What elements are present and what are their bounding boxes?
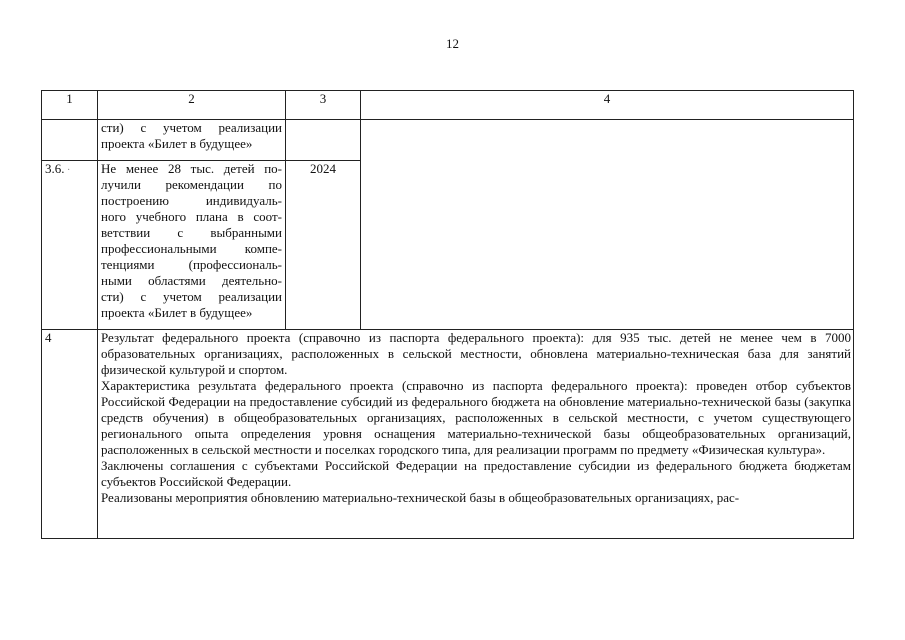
cell-col4-empty (361, 120, 854, 330)
row-number: 3.6. (45, 161, 65, 176)
text-line: сти) с учетом реализации (101, 120, 282, 135)
plan-table (41, 90, 854, 539)
text-line: проекта «Билет в будущее» (101, 305, 253, 320)
cell-number-empty (42, 120, 98, 161)
header-col-2: 2 (98, 91, 286, 120)
agreements-paragraph: Заключены соглашения с субъектами Российской Федерации на предоставление субсидии из федерального бюджета бюджетам субъектов Российской Федерации. (101, 458, 851, 489)
text-line: Не менее 28 тыс. детей по- (101, 161, 282, 176)
text-line: проекта «Билет в будущее» (101, 136, 253, 151)
cell-number (42, 161, 98, 330)
cell-year: 2024 (286, 161, 361, 330)
cell-year-empty (286, 120, 361, 161)
text-line: лучили рекомендации по (101, 177, 282, 192)
header-col-3: 3 (286, 91, 361, 120)
table-row-4 (42, 330, 854, 539)
text-line: ными областями деятельно- (101, 273, 282, 288)
scan-dot-mark: · (64, 165, 71, 176)
text-line: сти) с учетом реализации (101, 289, 282, 304)
table-header-row (42, 91, 854, 120)
text-line: тенциями (профессиональ- (101, 257, 282, 272)
header-col-1: 1 (42, 91, 98, 120)
measures-paragraph: Реализованы мероприятия обновлению материально-технической базы в общеобразовательных организациях, рас- (101, 490, 740, 505)
result-paragraph: Результат федерального проекта (справочно из паспорта федерального проекта): для 935 тыс. детей не менее чем в 7000 образовательных организациях, расположенных в сельской местности, обновлена материально-техническая база для занятий физической культурой и спортом. (101, 330, 851, 377)
characteristic-paragraph: Характеристика результата федерального проекта (справочно из паспорта федерального проекта): проведен отбор субъектов Российской Федерации на предоставление субсидий из федерального бюджета на обновление материально-технической базы (закупка средств обучения) в общеобразовательных организациях, расположенных в сельской местности, с учетом существующего регионального опыта определения уровня оснащения материально-технической базы общеобразовательных организаций, расположенных в сельской местности и поселках городского типа, для реализации программ по предмету «Физическая культура». (101, 378, 851, 457)
cell-description (98, 161, 286, 330)
cell-result-description (98, 330, 854, 539)
text-line: построению индивидуаль- (101, 193, 282, 208)
table-row-continuation (42, 120, 854, 161)
header-col-4: 4 (361, 91, 854, 120)
text-line: профессиональными компе- (101, 241, 282, 256)
text-line: ветствии с выбранными (101, 225, 282, 240)
cell-number: 4 (42, 330, 98, 539)
page-number: 12 (446, 36, 459, 51)
cell-description (98, 120, 286, 161)
text-line: ного учебного плана в соот- (101, 209, 282, 224)
